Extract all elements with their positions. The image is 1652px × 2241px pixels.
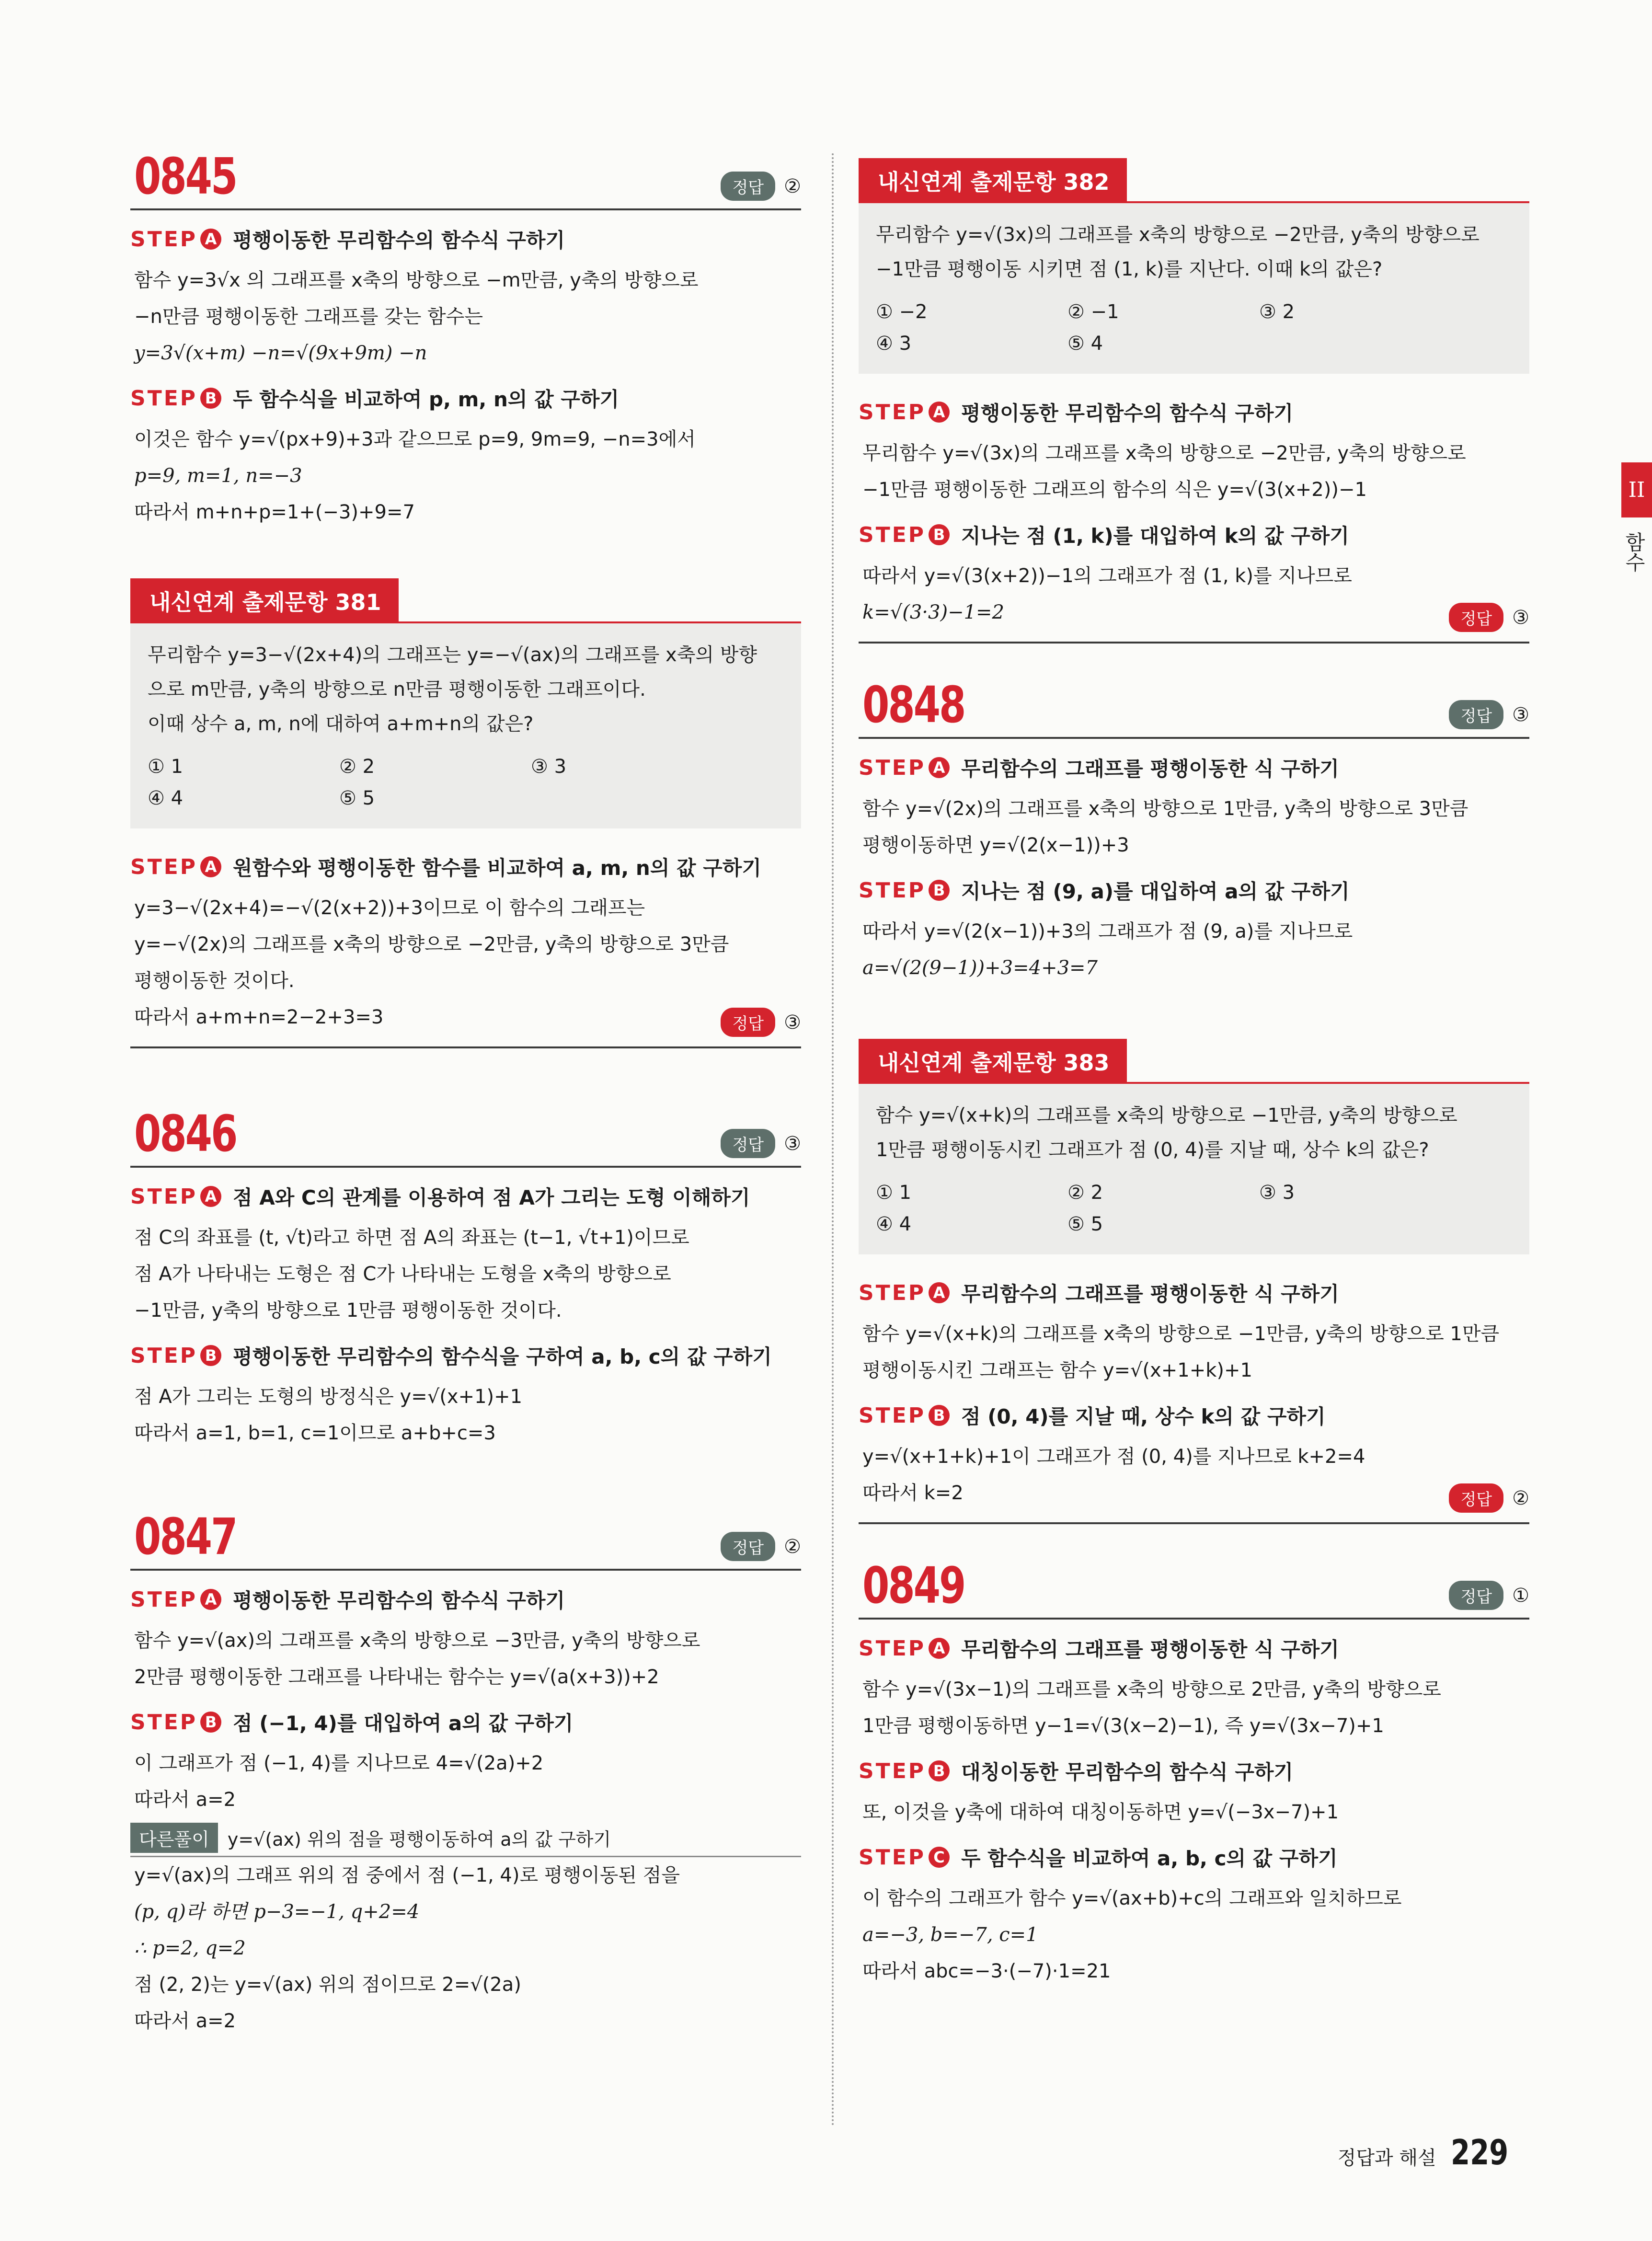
question-line: 무리함수 y=3−√(2x+4)의 그래프는 y=−√(ax)의 그래프를 x축의 방향 (148, 644, 757, 666)
related-question-box (859, 203, 1529, 374)
step-title: 평행이동한 무리함수의 함수식을 구하여 a, b, c의 값 구하기 (233, 1345, 772, 1368)
solution-line: a=−3, b=−7, c=1 (862, 1924, 1038, 1946)
choice: ③ 2 (1259, 301, 1295, 323)
step-title: 무리함수의 그래프를 평행이동한 식 구하기 (961, 757, 1339, 781)
answer-badge: 정답 (721, 172, 775, 201)
solution-line: 함수 y=√(2x)의 그래프를 x축의 방향으로 1만큼, y축의 방향으로 3만큼 (862, 798, 1468, 820)
step-word: STEP (859, 522, 926, 547)
step-word: STEP (859, 1845, 926, 1870)
step-title: 두 함수식을 비교하여 a, b, c의 값 구하기 (961, 1847, 1338, 1870)
solution-line: 2만큼 평행이동한 그래프를 나타내는 함수는 y=√(a(x+3))+2 (134, 1666, 659, 1688)
step-heading (859, 1401, 1529, 1430)
solution-line: 따라서 k=2 (862, 1482, 964, 1504)
solution-line: 점 A가 그리는 도형의 방정식은 y=√(x+1)+1 (134, 1386, 523, 1408)
solution-line: 따라서 a=2 (134, 2010, 236, 2032)
step-letter: B (929, 1760, 950, 1781)
choice: ⑤ 5 (1067, 1213, 1103, 1235)
choice: ① −2 (876, 301, 928, 323)
answer-badge-group (721, 1129, 801, 1158)
section-rule (859, 1522, 1529, 1524)
solution-line: 평행이동한 것이다. (134, 970, 295, 992)
solution-line: y=3−√(2x+4)=−√(2(x+2))+3이므로 이 함수의 그래프는 (134, 897, 645, 919)
solution-line: 따라서 a=2 (134, 1789, 236, 1811)
step-title: 점 (−1, 4)를 대입하여 a의 값 구하기 (233, 1712, 574, 1735)
solution-line: 점 C의 좌표를 (t, √t)라고 하면 점 A의 좌표는 (t−1, √t+1)이므로 (134, 1227, 689, 1249)
step-heading (859, 398, 1529, 426)
related-tab: 내신연계 출제문항 383 (859, 1039, 1127, 1084)
step-title: 평행이동한 무리함수의 함수식 구하기 (233, 1589, 565, 1612)
choice: ④ 4 (876, 1213, 912, 1235)
step-word: STEP (859, 1758, 926, 1783)
choice: ② 2 (339, 756, 375, 778)
solution-line: −n만큼 평행이동한 그래프를 갖는 함수는 (134, 306, 483, 328)
choice: ⑤ 5 (339, 787, 375, 809)
solution-line: 평행이동시킨 그래프는 함수 y=√(x+1+k)+1 (862, 1359, 1252, 1381)
step-heading (130, 384, 801, 413)
step-heading (130, 852, 801, 881)
page-number: 229 (1450, 2132, 1508, 2172)
question-line: 1만큼 평행이동시킨 그래프가 점 (0, 4)를 지날 때, 상수 k의 값은? (876, 1139, 1429, 1161)
footer-label: 정답과 해설 (1337, 2147, 1436, 2169)
solution-line: 따라서 y=√(2(x−1))+3의 그래프가 점 (9, a)를 지나므로 (862, 920, 1353, 942)
answer-value: ② (1512, 1487, 1529, 1509)
step-word: STEP (859, 400, 926, 425)
answer-badge: 정답 (1449, 1483, 1503, 1513)
step-letter: B (929, 880, 950, 901)
problem-number: 0849 (862, 1556, 965, 1615)
problem-header (859, 672, 1529, 739)
step-heading (859, 753, 1529, 782)
step-word: STEP (130, 386, 198, 411)
step-heading (859, 1757, 1529, 1785)
related-tab: 내신연계 출제문항 382 (859, 158, 1127, 203)
problem-header (130, 1101, 801, 1168)
step-title: 두 함수식을 비교하여 p, m, n의 값 구하기 (233, 388, 620, 411)
chapter-title: 함수 (1622, 532, 1646, 572)
answer-value: ① (1512, 1584, 1529, 1607)
step-word: STEP (859, 1636, 926, 1661)
question-line: 이때 상수 a, m, n에 대하여 a+m+n의 값은? (148, 713, 534, 735)
solution-line: −1만큼 평행이동한 그래프의 함수의 식은 y=√(3(x+2))−1 (862, 479, 1367, 501)
solution-line: 또, 이것을 y축에 대하여 대칭이동하면 y=√(−3x−7)+1 (862, 1801, 1339, 1823)
step-letter: B (929, 1405, 950, 1426)
choices (876, 1177, 1512, 1240)
solution-line: 이 그래프가 점 (−1, 4)를 지나므로 4=√(2a)+2 (134, 1752, 544, 1774)
step-title: 평행이동한 무리함수의 함수식 구하기 (961, 402, 1294, 425)
step-letter: A (929, 1282, 950, 1303)
step-letter: B (200, 388, 221, 409)
problem-header (130, 1504, 801, 1571)
solution-line: 함수 y=√(ax)의 그래프를 x축의 방향으로 −3만큼, y축의 방향으로 (134, 1630, 700, 1652)
step-word: STEP (130, 854, 198, 879)
step-word: STEP (130, 1184, 198, 1209)
choice: ② −1 (1067, 301, 1119, 323)
answer-badge-group (1449, 1581, 1529, 1610)
related-problem-382 (859, 158, 1529, 644)
step-letter: B (929, 524, 950, 545)
step-title: 지나는 점 (9, a)를 대입하여 a의 값 구하기 (961, 880, 1350, 903)
problem-header (130, 144, 801, 210)
chapter-tab (1621, 462, 1652, 517)
solution-line: 함수 y=√(x+k)의 그래프를 x축의 방향으로 −1만큼, y축의 방향으로 1만큼 (862, 1323, 1500, 1345)
step-word: STEP (859, 755, 926, 780)
step-title: 대칭이동한 무리함수의 함수식 구하기 (961, 1760, 1294, 1784)
step-title: 지나는 점 (1, k)를 대입하여 k의 값 구하기 (961, 524, 1349, 548)
step-word: STEP (130, 227, 198, 252)
problem-0849 (859, 1553, 1529, 1989)
answer-badge: 정답 (1449, 603, 1503, 632)
page-footer (1338, 2132, 1523, 2172)
question-line: −1만큼 평행이동 시키면 점 (1, k)를 지난다. 이때 k의 값은? (876, 258, 1383, 280)
step-word: STEP (859, 878, 926, 903)
choice: ④ 4 (148, 787, 184, 809)
step-letter: C (929, 1847, 950, 1868)
left-column (130, 144, 801, 2082)
solution-line: −1만큼, y축의 방향으로 1만큼 평행이동한 것이다. (134, 1299, 562, 1322)
solution-line: 따라서 abc=−3·(−7)·1=21 (862, 1960, 1111, 1982)
solution-line: 이것은 함수 y=√(px+9)+3과 같으므로 p=9, 9m=9, −n=3에서 (134, 428, 696, 450)
problem-0847 (130, 1504, 801, 2039)
choice: ② 2 (1067, 1182, 1103, 1204)
problem-header (859, 1553, 1529, 1620)
answer-badge: 정답 (721, 1008, 775, 1037)
solution-line: y=3√(x+m) −n=√(9x+9m) −n (134, 342, 427, 364)
section-rule (859, 642, 1529, 644)
solution-line: 평행이동하면 y=√(2(x−1))+3 (862, 834, 1129, 856)
step-title: 평행이동한 무리함수의 함수식 구하기 (233, 229, 565, 252)
related-problem-381 (130, 578, 801, 1048)
related-question-box (859, 1084, 1529, 1254)
solution-line: 따라서 y=√(3(x+2))−1의 그래프가 점 (1, k)를 지나므로 (862, 565, 1352, 587)
solution-line: 1만큼 평행이동하면 y−1=√(3(x−2)−1), 즉 y=√(3x−7)+1 (862, 1715, 1384, 1737)
solution-line: a=√(2(9−1))+3=4+3=7 (862, 957, 1098, 979)
solution-line: ∴ p=2, q=2 (134, 1937, 246, 1959)
step-heading (859, 1843, 1529, 1872)
answer-badge-group (1449, 700, 1529, 729)
step-letter: B (200, 1712, 221, 1733)
step-title: 점 A와 C의 관계를 이용하여 점 A가 그리는 도형 이해하기 (233, 1186, 750, 1209)
related-problem-383 (859, 1039, 1529, 1524)
solution-line: 따라서 a=1, b=1, c=1이므로 a+b+c=3 (134, 1422, 496, 1444)
step-title: 무리함수의 그래프를 평행이동한 식 구하기 (961, 1282, 1339, 1306)
solution-line: (p, q)라 하면 p−3=−1, q+2=4 (134, 1901, 420, 1923)
related-tab: 내신연계 출제문항 381 (130, 578, 399, 623)
step-word: STEP (130, 1710, 198, 1735)
step-title: 원함수와 평행이동한 함수를 비교하여 a, m, n의 값 구하기 (233, 856, 761, 880)
solution-line: 이 함수의 그래프가 함수 y=√(ax+b)+c의 그래프와 일치하므로 (862, 1887, 1402, 1909)
answer-value: ③ (784, 1132, 801, 1155)
solution-line: p=9, m=1, n=−3 (134, 465, 302, 487)
step-letter: A (929, 1638, 950, 1659)
choice: ③ 3 (1259, 1182, 1295, 1204)
answer-value: ② (784, 175, 801, 197)
solution-line: 따라서 a+m+n=2−2+3=3 (134, 1006, 384, 1028)
problem-0848 (859, 672, 1529, 986)
column-divider (832, 153, 834, 2127)
related-question-box (130, 623, 801, 828)
step-word: STEP (859, 1403, 926, 1428)
step-letter: A (200, 1589, 221, 1610)
alternative-solution-header (130, 1823, 801, 1857)
step-word: STEP (130, 1343, 198, 1368)
answer-badge: 정답 (721, 1129, 775, 1158)
section-rule (130, 1046, 801, 1048)
choice: ⑤ 4 (1067, 333, 1103, 355)
choice: ① 1 (876, 1182, 912, 1204)
answer-badge: 정답 (1449, 1581, 1503, 1610)
step-heading (130, 1708, 801, 1736)
step-letter: A (929, 402, 950, 423)
step-letter: A (200, 856, 221, 877)
problem-0846 (130, 1101, 801, 1451)
choices (876, 296, 1512, 359)
choice: ④ 3 (876, 333, 912, 355)
problem-number: 0847 (134, 1507, 237, 1566)
step-letter: A (200, 1186, 221, 1207)
question-line: 무리함수 y=√(3x)의 그래프를 x축의 방향으로 −2만큼, y축의 방향으로 (876, 224, 1480, 246)
solution-line: 따라서 m+n+p=1+(−3)+9=7 (134, 501, 415, 523)
step-heading (859, 1634, 1529, 1663)
solution-line: y=√(ax)의 그래프 위의 점 중에서 점 (−1, 4)로 평행이동된 점을 (134, 1864, 680, 1886)
step-heading (130, 1182, 801, 1211)
solution-line: 함수 y=3√x 의 그래프를 x축의 방향으로 −m만큼, y축의 방향으로 (134, 269, 699, 291)
solution-line: 무리함수 y=√(3x)의 그래프를 x축의 방향으로 −2만큼, y축의 방향으로 (862, 442, 1466, 464)
step-heading (859, 876, 1529, 905)
solution-line: y=√(x+1+k)+1이 그래프가 점 (0, 4)를 지나므로 k+2=4 (862, 1446, 1365, 1468)
choice: ① 1 (148, 756, 184, 778)
solution-line: 점 A가 나타내는 도형은 점 C가 나타내는 도형을 x축의 방향으로 (134, 1263, 671, 1285)
problem-0845 (130, 144, 801, 530)
step-heading (130, 225, 801, 253)
step-word: STEP (859, 1280, 926, 1305)
answer-badge-group (721, 172, 801, 201)
answer-value: ③ (1512, 606, 1529, 629)
step-heading (859, 520, 1529, 549)
question-line: 함수 y=√(x+k)의 그래프를 x축의 방향으로 −1만큼, y축의 방향으로 (876, 1104, 1457, 1126)
step-heading (859, 1278, 1529, 1307)
question-line: 으로 m만큼, y축의 방향으로 n만큼 평행이동한 그래프이다. (148, 678, 646, 701)
solution-line: 점 (2, 2)는 y=√(ax) 위의 점이므로 2=√(2a) (134, 1974, 521, 1996)
step-letter: A (929, 757, 950, 778)
solution-line: y=−√(2x)의 그래프를 x축의 방향으로 −2만큼, y축의 방향으로 3만큼 (134, 933, 729, 955)
answer-value: ② (784, 1535, 801, 1558)
choice: ③ 3 (531, 756, 567, 778)
step-heading (130, 1585, 801, 1614)
solution-line: 함수 y=√(3x−1)의 그래프를 x축의 방향으로 2만큼, y축의 방향으로 (862, 1678, 1441, 1701)
step-heading (130, 1341, 801, 1370)
answer-badge-group (721, 1532, 801, 1561)
solution-line: k=√(3·3)−1=2 (862, 601, 1004, 623)
answer-value: ③ (1512, 703, 1529, 726)
alternative-label: 다른풀이 (130, 1823, 218, 1853)
chapter-number: II (1628, 478, 1645, 502)
step-letter: B (200, 1345, 221, 1366)
step-word: STEP (130, 1587, 198, 1612)
step-letter: A (200, 229, 221, 250)
right-column (859, 158, 1529, 2033)
answer-value: ③ (784, 1011, 801, 1034)
problem-number: 0848 (862, 676, 965, 734)
step-title: 점 (0, 4)를 지날 때, 상수 k의 값 구하기 (961, 1405, 1326, 1428)
problem-number: 0846 (134, 1104, 237, 1163)
problem-number: 0845 (134, 147, 237, 206)
alternative-title: y=√(ax) 위의 점을 평행이동하여 a의 값 구하기 (227, 1829, 611, 1850)
answer-badge: 정답 (1449, 700, 1503, 729)
step-title: 무리함수의 그래프를 평행이동한 식 구하기 (961, 1638, 1339, 1661)
answer-badge: 정답 (721, 1532, 775, 1561)
choices (148, 751, 784, 814)
